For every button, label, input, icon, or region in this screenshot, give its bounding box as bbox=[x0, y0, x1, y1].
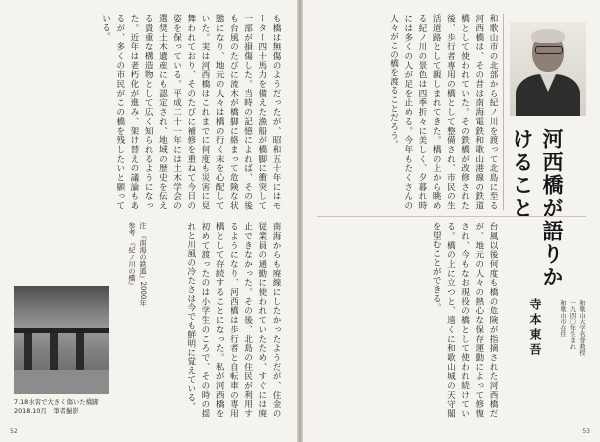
article-title: 河西橋が語りかけること bbox=[510, 128, 565, 289]
page-number-left: 52 bbox=[10, 428, 18, 435]
left-body-text-upper: も橋は無傷のようだったが、昭和五十年にはモーター四十馬力を備えた漁船が橋脚に衝突して一部が損傷した。当時の記憶によれば、その後も台風のたびに流木が橋脚に絡まって危険な状態になり、地元の人々は橋の行く末を心配していた。実は河西橋はこれまでに何度も災害に見舞われており、そのたびに補修を重ねて今日の姿を保っている。平成二十一年には土木学会の選奨土木遺産にも認定され、地域の歴史を伝える貴重な構造物として広く知られるようになった。近年は老朽化が進み、架け替えの議論もあるが、多くの市民がこの橋を残したいと願っている。 bbox=[100, 14, 281, 210]
tier-divider bbox=[317, 216, 586, 217]
footnote: 注 『南海の鉄道』2000年 bbox=[139, 222, 147, 307]
column-divider bbox=[503, 14, 504, 210]
photo-caption-line: 7.18水害で大きく傷いた橋脚 bbox=[14, 398, 99, 406]
author-portrait bbox=[510, 22, 586, 116]
affiliation-line: 一九四〇年生まれ bbox=[568, 300, 576, 350]
affiliation-line: 和歌山大学名誉教授 bbox=[578, 300, 585, 356]
left-body-text-lower: 南海からも廃線にしたかったようだが、住金の従業員の通勤に使われていたため、すぐには廃止できなかった。その後、北島の住民が利用するようになり、河西橋は歩行者と自転車の専用橋として存続することになった。私が河西橋を初めて渡ったのは小学生のころで、その時の揺れと川風の冷たさは今でも鮮明に覚えている。 bbox=[185, 222, 281, 418]
right-body-text-lower: 台風以後何度も橋の危険が指摘された河西橋だが、地元の人々の熱心な保存運動によって修復され、今もなお現役の橋として使われ続けている。橋の上に立つと、遠くに和歌山城の天守閣を望むことができる。 bbox=[431, 222, 498, 418]
photo-caption-line: 2018.10月 筆者撮影 bbox=[14, 407, 79, 415]
left-page bbox=[0, 0, 297, 442]
photo-caption bbox=[14, 398, 110, 416]
author-affiliation bbox=[548, 300, 586, 410]
footnote: 参考 『紀ノ川の橋』 bbox=[128, 222, 136, 289]
right-page bbox=[303, 0, 600, 442]
right-body-text-upper: 和歌山市の北部から紀ノ川を渡って北島に至る河西橋は、その昔は南海電鉄和歌山港線の鉄道橋として使われていた。その鉄橋が改修された後、歩行者専用の橋として整備され、市民の生活道路として親しまれてきた。橋の上から眺める紀ノ川の景色は四季折々に美しく、夕暮れ時には多くの人が足を止める。今年もたくさんの人々がこの橋を渡ることだろう。 bbox=[388, 14, 498, 210]
bridge-photo bbox=[14, 286, 109, 394]
affiliation-line: 和歌山市在住 bbox=[559, 300, 566, 338]
river-water bbox=[14, 370, 109, 394]
page-number-right: 53 bbox=[582, 428, 590, 435]
author-name: 寺本東吾 bbox=[528, 298, 542, 358]
footnotes bbox=[110, 222, 148, 418]
